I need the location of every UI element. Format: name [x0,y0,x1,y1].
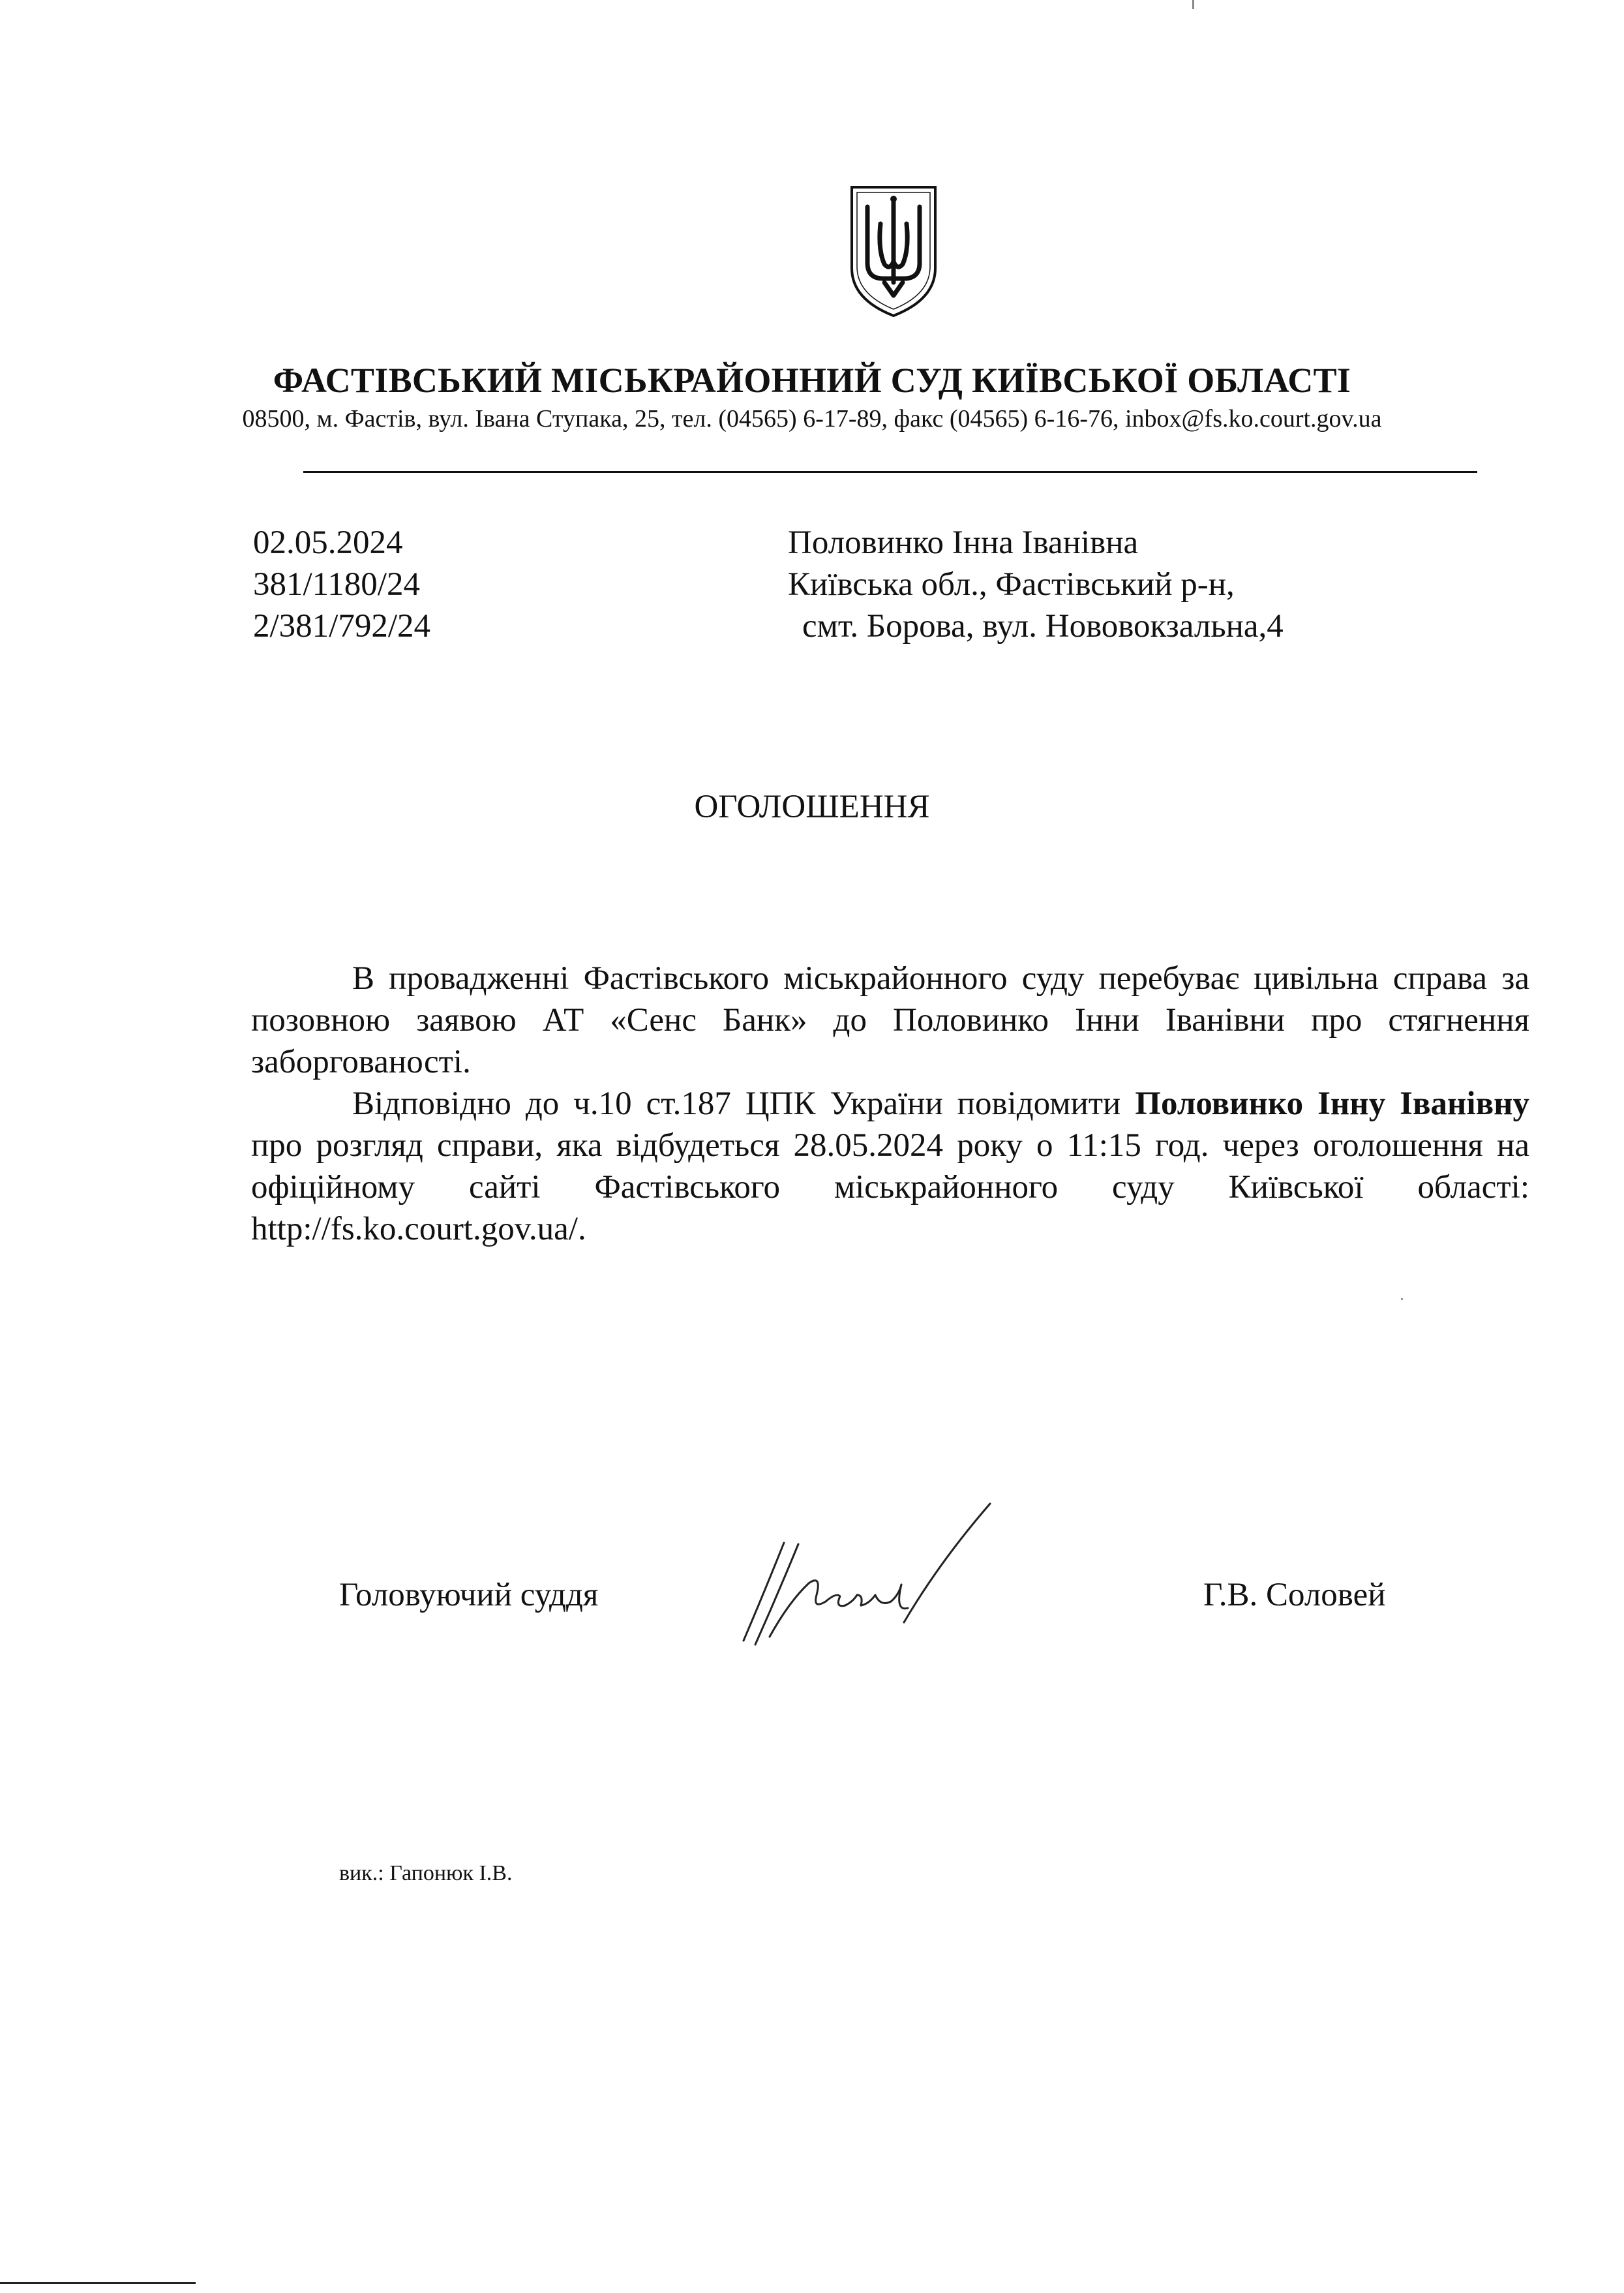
recipient-region: Київська обл., Фастівський р-н, [788,566,1235,603]
court-name: ФАСТІВСЬКИЙ МІСЬКРАЙОННИЙ СУД КИЇВСЬКОЇ ОБЛАСТІ [273,361,1351,400]
handwritten-signature-icon [724,1497,998,1667]
notification-text-start: Відповідно до ч.10 ст.187 ЦПК України повідомити [352,1086,1135,1122]
document-date: 02.05.2024 [253,524,403,561]
executor-note: вик.: Гапонюк І.В. [339,1861,513,1885]
notification-text-end: про розгляд справи, яка відбудеться 28.05.2024 року о 11:15 год. через оголошення на офіційному сайті Фастівського міськрайонного суду Київської області: http://fs.ko.court.gov.ua/. [251,1127,1529,1247]
recipient-name: Половинко Інна Іванівна [788,524,1139,561]
scan-artifact [1192,0,1194,9]
document-title: ОГОЛОШЕННЯ [694,789,930,825]
recipient-block [788,522,1284,647]
scan-artifact [1401,1298,1403,1300]
proceeding-number: 2/381/792/24 [253,608,431,645]
judge-role: Головуючий суддя [339,1577,599,1613]
announcement-body [251,958,1529,1250]
recipient-address: смт. Борова, вул. Нововокзальна,4 [802,608,1284,645]
notified-person: Половинко Інну Іванівну [1135,1086,1529,1122]
judge-name: Г.В. Соловей [1203,1577,1386,1613]
scan-edge-line [0,2282,196,2284]
reference-block [253,522,430,647]
paragraph-notification [251,1083,1529,1250]
case-number: 381/1180/24 [253,566,420,603]
court-address: 08500, м. Фастів, вул. Івана Ступака, 25, тел. (04565) 6-17-89, факс (04565) 6-16-76, inbox@fs.ko.court.gov.ua [242,405,1382,433]
coat-of-arms-icon [848,185,939,318]
header-divider [303,471,1477,473]
paragraph-case-info: В провадженні Фастівського міськрайонного суду перебуває цивільна справа за позовною заявою АТ «Сенс Банк» до Половинко Інни Іванівни про стягнення заборгованості. [251,960,1529,1080]
